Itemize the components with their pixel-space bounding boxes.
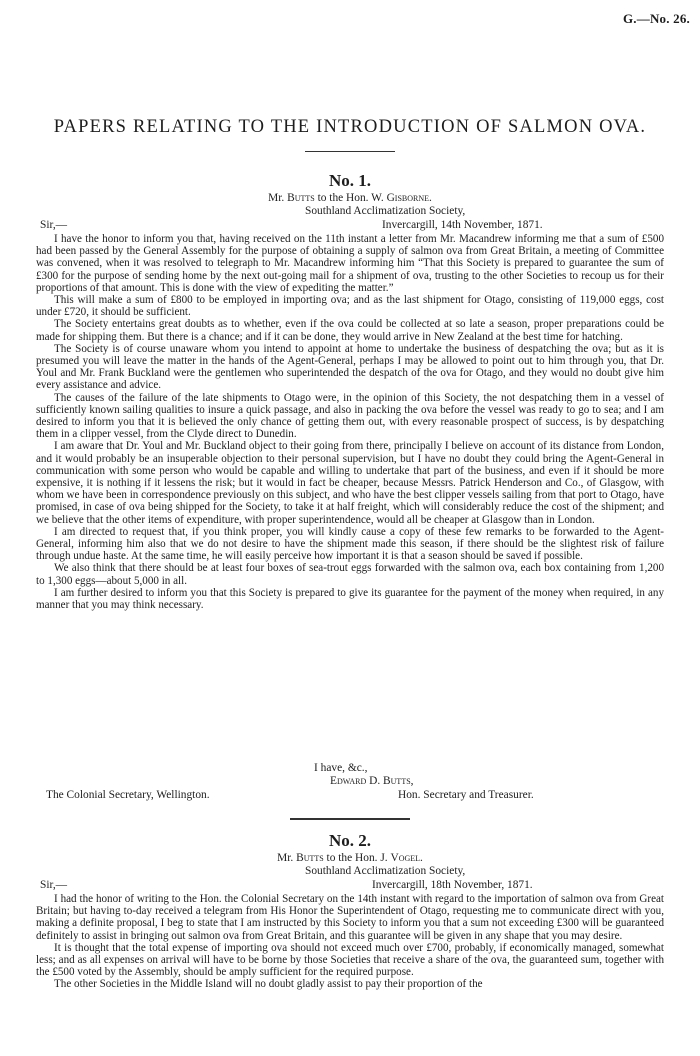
paragraph: I have the honor to inform you that, having received on the 11th instant a letter from Mr. Macandrew informing me that a sum of £500 had been passed by the General Assembly for the purpose of obtaining a supply of salmon ova from Great Britain, a meeting of Committee was convened, when it was resolved to telegraph to Mr. Macandrew informing him “That this Society is prepared to guarantee the sum of £300 for the purpose of sending home by the next out-going mail for a shipment of ova, trusting to the other Societies to recoup us for their proportions of that amount. This is done with the view of expediting the matter.” [36,233,664,294]
page-identifier: G.—No. 26. [623,11,690,26]
letter-2-organization: Southland Acclimatization Society, [305,865,466,877]
letter-1-signer-title: Hon. Secretary and Treasurer. [398,789,534,801]
paragraph: The causes of the failure of the late shipments to Otago were, in the opinion of this Society, the not despatching them in a vessel of sufficiently known sailing qualities to insure a quick passage, and also in packing the ova before the vessel was ready to go to sea; and I am desired to inform you that it is believed the only chance of getting them out, with every reasonable prospect of success, is by despatching them in a clipper vessel, from the Clyde direct to Dunedin. [36,391,664,441]
letter-2-body [36,893,664,991]
letter-2-place-date: Invercargill, 18th November, 1871. [372,879,533,891]
title-divider [305,151,395,152]
letter-1-place-date: Invercargill, 14th November, 1871. [382,219,543,231]
paragraph: This will make a sum of £800 to be employed in importing ova; and as the last shipment for Otago, consisting of 119,000 eggs, cost under £720, it should be sufficient. [36,294,664,319]
paragraph: We also think that there should be at least four boxes of sea-trout eggs forwarded with the salmon ova, each box containing from 1,200 to 1,300 eggs—about 5,000 in all. [36,562,664,587]
letter-2-salutation: Sir,— [40,879,68,891]
letter-1-organization: Southland Acclimatization Society, [305,205,466,217]
letter-1-body [36,233,664,611]
letter-1-closing: I have, &c., [314,762,368,774]
letter-1-signature: Edward D. Butts, [330,775,414,787]
letter-2-number: No. 2. [328,831,372,850]
letter-1-heading: Mr. Butts to the Hon. W. Gisborne. [268,192,432,204]
paragraph: I am further desired to inform you that this Society is prepared to give its guarantee for the payment of the money when required, in any manner that you may think necessary. [36,586,664,612]
letter-divider [290,818,410,820]
letter-1-salutation: Sir,— [40,219,68,231]
paragraph: I am aware that Dr. Youl and Mr. Buckland object to their going from there, principally I believe on account of its distance from London, and it would probably be an insuperable objection to their personal supervision, but I have no doubt they could bring the Agent-General in communication with some person who would be capable and willing to undertake that part of the business, and even if it should be more expensive, it is nothing if it lessens the risk; but it would in fact be cheaper, because Messrs. Patrick Henderson and Co., of Glasgow, with whom we have been in correspondence previously on this subject, and who have the best clipper vessels sailing from that port to Otago, have promised, in case of ova being shipped for the Society, to take it at half freight, which will considerably reduce the cost of the shipment; and we believe that the other items of expenditure, with proper superintendence, would all be cheaper at Glasgow than in London. [36,440,664,526]
letter-1-number: No. 1. [328,171,372,190]
paragraph: The Society entertains great doubts as to whether, even if the ova could be collected at so late a season, proper preparations could be made for shipping them. But there is a chance; and if it can be done, they would arrive in New Zealand at the best time for hatching. [36,318,664,343]
paragraph: I am directed to request that, if you think proper, you will kindly cause a copy of these few remarks to be forwarded to the Agent-General, informing him also that we do not desire to have the shipment made this season, if there should be the slightest risk of failure through undue haste. At the same time, he will easily perceive how important it is that a season should be saved if possible. [36,525,664,563]
paragraph: I had the honor of writing to the Hon. the Colonial Secretary on the 14th instant with regard to the importation of salmon ova from Great Britain; but having to-day received a telegram from His Honor the Superintendent of Otago, requesting me to communicate direct with you, making a definite proposal, I beg to state that I am instructed by this Society to inform you that a sum not exceeding £300 will be guaranteed definitely to assist in bringing out salmon ova from Great Britain, and this guarantee will be given in any shape that you may desire. [36,893,664,942]
paragraph: It is thought that the total expense of importing ova should not exceed much over £700, probably, if economically managed, somewhat less; and as all expenses on arrival will have to be borne by those Societies that receive a share of the ova, the guaranteed sum, together with the £500 voted by the Assembly, should be amply sufficient for the required purpose. [36,941,664,979]
paragraph: The other Societies in the Middle Island will no doubt gladly assist to pay their proportion of the [54,978,483,991]
document-title: PAPERS RELATING TO THE INTRODUCTION OF SALMON OVA. [53,117,647,137]
letter-1-recipient: The Colonial Secretary, Wellington. [46,789,210,801]
paragraph: The Society is of course unaware whom you intend to appoint at home to undertake the business of despatching the ova; but as it is presumed you will leave the matter in the hands of the Agent-General, perhaps I may be allowed to point out to him through you, that Dr. Youl and Mr. Frank Buckland were the gentlemen who superintended the despatch of the ova for Otago, and they would no doubt give him every assistance and advice. [36,342,664,392]
letter-2-heading: Mr. Butts to the Hon. J. Vogel. [277,852,423,864]
